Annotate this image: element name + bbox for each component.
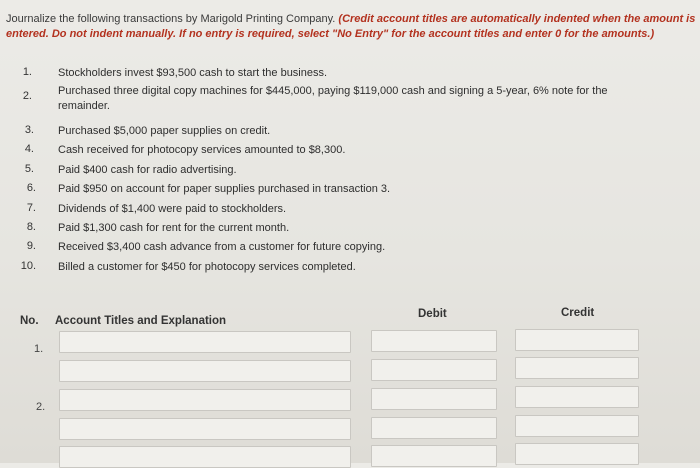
debit-amount-field[interactable] (371, 388, 497, 410)
credit-amount-field[interactable] (515, 357, 639, 379)
debit-input[interactable] (372, 446, 496, 466)
credit-amount-field[interactable] (515, 443, 639, 465)
debit-amount-field[interactable] (371, 330, 497, 352)
entry-number: 2. (36, 401, 46, 413)
credit-input[interactable] (516, 358, 638, 378)
credit-input[interactable] (516, 330, 638, 350)
transaction-number: 2. (22, 90, 32, 102)
account-title-field[interactable] (59, 331, 351, 353)
column-header-credit: Credit (561, 307, 595, 319)
credit-amount-field[interactable] (515, 386, 639, 408)
transaction-text: Paid $950 on account for paper supplies purchased in transaction 3. (58, 183, 391, 195)
account-title-input[interactable] (60, 332, 350, 352)
entry-number: 1. (34, 343, 44, 355)
transaction-number: 6. (26, 182, 36, 194)
transaction-text: Received $3,400 cash advance from a customer for future copying. (58, 241, 386, 253)
debit-input[interactable] (372, 360, 496, 380)
instructions-note: (Credit account titles are automatically indented when the amount is entered. Do not indent manually. If no entry is required, select "No Entry" for the account titles and enter 0 for the amounts.) (6, 13, 696, 40)
transaction-number: 5. (24, 163, 34, 175)
transaction-text: Billed a customer for $450 for photocopy services completed. (58, 261, 356, 273)
account-title-field[interactable] (59, 418, 351, 440)
transaction-text: Purchased $5,000 paper supplies on credit. (58, 125, 271, 137)
credit-input[interactable] (516, 444, 638, 464)
debit-amount-field[interactable] (371, 445, 497, 467)
account-title-field[interactable] (59, 446, 351, 468)
transaction-number: 7. (26, 202, 36, 214)
column-header-debit: Debit (418, 308, 447, 320)
transaction-text: Paid $1,300 cash for rent for the current month. (58, 222, 290, 234)
journal-header (0, 306, 700, 330)
credit-input[interactable] (516, 387, 638, 407)
debit-amount-field[interactable] (371, 417, 497, 439)
account-title-input[interactable] (60, 390, 350, 410)
debit-amount-field[interactable] (371, 359, 497, 381)
transaction-number: 3. (24, 124, 34, 136)
transaction-number: 1. (22, 66, 32, 78)
debit-input[interactable] (372, 389, 496, 409)
account-title-input[interactable] (60, 361, 350, 381)
account-title-input[interactable] (60, 447, 350, 467)
transaction-number: 8. (26, 221, 36, 233)
column-header-no: No. (20, 315, 39, 327)
debit-input[interactable] (372, 331, 496, 351)
transaction-number: 9. (26, 240, 36, 252)
credit-input[interactable] (516, 416, 638, 436)
account-title-input[interactable] (60, 419, 350, 439)
transaction-text: Paid $400 cash for radio advertising. (58, 164, 237, 176)
transaction-number: 10. (20, 260, 36, 272)
column-header-account: Account Titles and Explanation (55, 315, 227, 327)
debit-input[interactable] (372, 418, 496, 438)
transaction-text: Purchased three digital copy machines for $445,000, paying $119,000 cash and signing a 5-year, 6% note for the remainder. (58, 85, 608, 112)
credit-amount-field[interactable] (515, 329, 639, 351)
transaction-text: Stockholders invest $93,500 cash to start the business. (58, 67, 328, 79)
credit-amount-field[interactable] (515, 415, 639, 437)
transaction-text: Cash received for photocopy services amounted to $8,300. (58, 144, 346, 156)
account-title-field[interactable] (59, 389, 351, 411)
transaction-text: Dividends of $1,400 were paid to stockholders. (58, 203, 287, 215)
instructions (6, 12, 696, 42)
transaction-number: 4. (24, 143, 34, 155)
account-title-field[interactable] (59, 360, 351, 382)
instructions-main: Journalize the following transactions by Marigold Printing Company. (6, 13, 339, 25)
